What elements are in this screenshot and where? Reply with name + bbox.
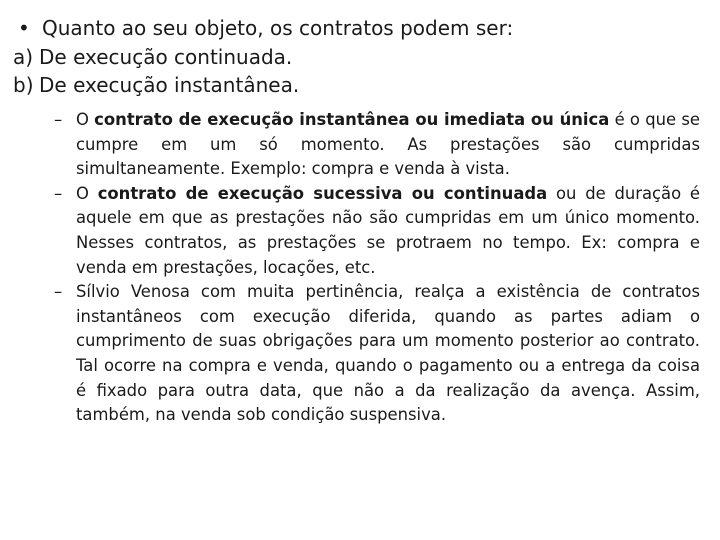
sub-item-bold-term: contrato de execução instantânea ou imediata ou única (94, 110, 610, 129)
sub-item-bold-term: contrato de execução sucessiva ou continuada (97, 183, 548, 203)
main-bullet-text: Quanto ao seu objeto, os contratos podem ser: (42, 16, 514, 40)
bullet-icon: • (18, 16, 30, 40)
list-item-a-text: De execução continuada. (39, 44, 293, 69)
dash-icon: – (54, 183, 63, 203)
list-item-a (13, 43, 708, 72)
list-marker-b: b) (13, 73, 34, 97)
sub-item-text-post: ou de duração é aquele em que as prestações não são cumpridas em um único momento. Nesses contratos, as prestações se protraem no tempo. Ex: compra e venda em prestações, locações, etc. (76, 183, 700, 277)
sub-item-instantaneous (54, 108, 700, 182)
sub-item-venosa (54, 280, 700, 428)
main-list (13, 14, 708, 100)
list-item-b-text: De execução instantânea. (39, 73, 300, 97)
main-bullet (18, 14, 708, 43)
dash-icon: – (54, 110, 63, 129)
dash-icon: – (54, 282, 63, 302)
list-item-b (13, 71, 708, 100)
list-marker-a: a) (13, 44, 34, 69)
sub-item-text-post: é o que se cumpre em um só momento. As prestações são cumpridas simultaneamente. Exemplo: compra e venda à vista. (76, 110, 700, 179)
sub-item-text-pre: O (76, 110, 95, 129)
sub-item-text-pre: O (76, 183, 98, 203)
sub-list (54, 108, 700, 428)
sub-item-text: Sílvio Venosa com muita pertinência, realça a existência de contratos instantâneos com execução diferida, quando as partes adiam o cumprimento de suas obrigações para um momento posterior ao contrato. Tal ocorre na compra e venda, quando o pagamento ou a entrega da coisa é fixado para outra data, que não a da realização da avença. Assim, também, na venda sob condição suspensiva. (76, 282, 700, 425)
sub-item-successive (54, 182, 700, 280)
